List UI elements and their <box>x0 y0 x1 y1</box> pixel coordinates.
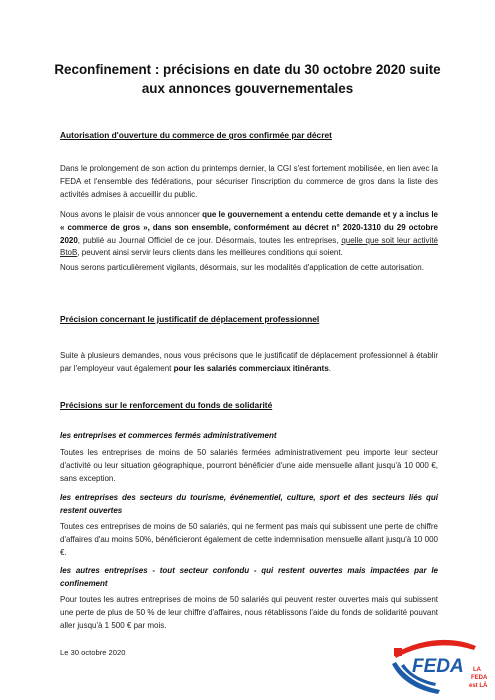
logo-square <box>394 648 402 656</box>
section3-paragraph-2: Toutes ces entreprises de moins de 50 salariés, qui ne ferment pas mais qui subissent une perte de chiffre d'affaires d'au moins 50%, bénéficieront également de cette indemnisation mensuelle allant jusqu'à 10 000 €. <box>60 522 438 557</box>
section3-subheading-1: les entreprises et commerces fermés administrativement <box>60 431 277 440</box>
logo-wordmark: FEDA <box>412 656 464 677</box>
section1-paragraph-3: Nous serons particulièrement vigilants, désormais, sur les modalités d'application de cette autorisation. <box>60 263 424 272</box>
logo-tag-1: LA <box>473 667 481 673</box>
logo-tag-3: est LÀ <box>469 683 488 689</box>
footer-date: Le 30 octobre 2020 <box>60 648 126 657</box>
logo-tag-2: FEDA <box>471 675 488 681</box>
section3-paragraph-3: Pour toutes les autres entreprises de moins de 50 salariés qui peuvent rester ouvertes mais qui subissent une perte de plus de 50 % de leur chiffre d'affaires, nous rétablissons l'aide du fonds de solidarité pouvant aller jusqu'à 1 500 € par mois. <box>60 595 438 630</box>
section2-heading: Précision concernant le justificatif de déplacement professionnel <box>60 314 320 324</box>
section1-paragraph-1: Dans le prolongement de son action du printemps dernier, la CGI s'est fortement mobilisée, en lien avec la FEDA et l'ensemble des fédérations, pour sécuriser l'inscription du commerce de gros dans la liste des activités admises à accueillir du public. <box>60 164 438 199</box>
feda-logo <box>390 628 490 694</box>
title-line-2: aux annonces gouvernementales <box>141 81 354 96</box>
section1-paragraph-2: Nous avons le plaisir de vous annoncer que le gouvernement a entendu cette demande et y a inclus le « commerce de gros », dans son ensemble, conformément au décret n° 2020-1310 du 29 octobre 2020, publié au Journal Officiel de ce jour. Désormais, toutes les entreprises, quelle que soit leur activité BtoB, peuvent ainsi servir leurs clients dans les meilleures conditions qui soient. <box>60 210 438 258</box>
section3-subheading-2: les entreprises des secteurs du tourisme, événementiel, culture, sport et des secteurs liés qui restent ouvertes <box>60 493 438 515</box>
section3-paragraph-1: Toutes les entreprises de moins de 50 salariés fermées administrativement peu importe leur secteur d'activité ou leur situation géographique, pourront bénéficier d'une aide mensuelle allant jusqu'à 10 000 €, sans exception. <box>60 448 438 483</box>
title-line-1: Reconfinement : précisions en date du 30 octobre 2020 suite <box>54 62 441 77</box>
section3-heading: Précisions sur le renforcement du fonds de solidarité <box>60 400 273 410</box>
section3-subheading-3: les autres entreprises - tout secteur confondu - qui restent ouvertes mais impactées par le confinement <box>60 566 438 588</box>
section1-heading: Autorisation d'ouverture du commerce de gros confirmée par décret <box>60 130 332 140</box>
document-title <box>40 60 455 98</box>
section2-paragraph-1: Suite à plusieurs demandes, nous vous précisons que le justificatif de déplacement professionnel à établir par l'employeur vaut également pour les salariés commerciaux itinérants. <box>60 351 438 373</box>
